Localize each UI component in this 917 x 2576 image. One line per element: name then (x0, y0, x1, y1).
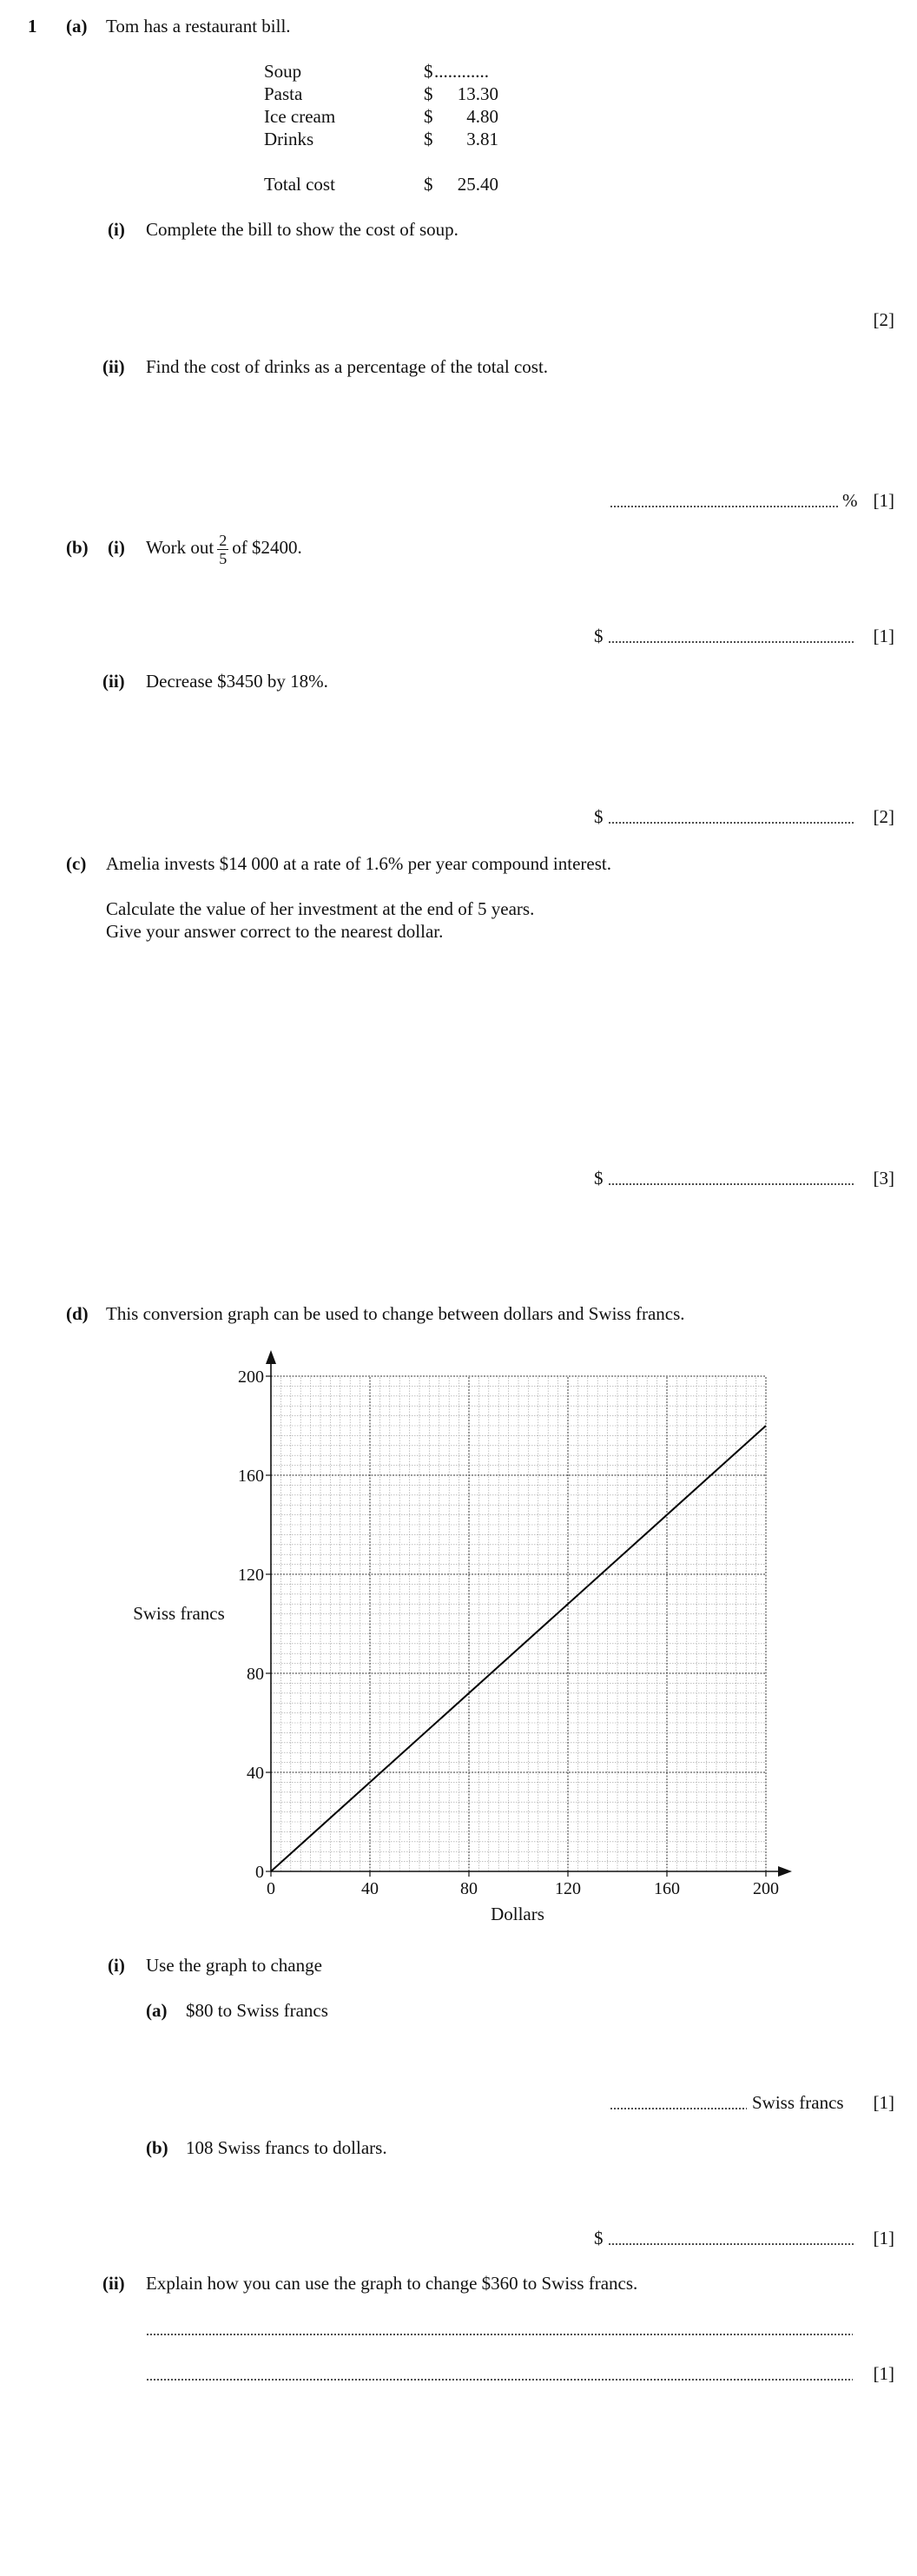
explanation-line-1[interactable] (146, 2334, 853, 2335)
bill-total-currency: $ (424, 174, 433, 195)
bill-item-value: 13.30 (457, 83, 498, 104)
part-a-ii-text: Find the cost of drinks as a percentage of the total cost. (146, 356, 549, 377)
part-a-intro: Tom has a restaurant bill. (106, 16, 291, 36)
dollar-prefix: $ (594, 806, 604, 827)
swiss-francs-unit: Swiss francs (752, 2092, 844, 2113)
part-d-i-b-text: 108 Swiss francs to dollars. (186, 2137, 387, 2158)
part-d-i-a-label: (a) (146, 2000, 168, 2021)
answer-line-percentage[interactable] (610, 506, 839, 507)
part-c-marks: [3] (873, 1168, 894, 1189)
question-number: 1 (28, 16, 37, 36)
answer-line-b-i[interactable] (608, 641, 854, 643)
x-axis-label: Dollars (491, 1904, 544, 1924)
explanation-line-2[interactable] (146, 2379, 853, 2381)
dollar-prefix: $ (594, 2228, 604, 2248)
y-tick-label: 160 (238, 1467, 264, 1486)
minor-grid (271, 1376, 766, 1871)
part-d-i-b-label: (b) (146, 2137, 168, 2158)
part-d-label: (d) (66, 1303, 89, 1324)
part-d-i-b-marks: [1] (873, 2228, 894, 2248)
part-b-i-label: (i) (108, 537, 125, 558)
part-b-ii-label: (ii) (102, 671, 125, 692)
bill-item-value: 3.81 (466, 129, 498, 149)
part-a-ii-marks: [1] (873, 490, 894, 511)
bill-total-label: Total cost (264, 174, 335, 195)
part-b-i-text-after: of $2400. (232, 537, 302, 558)
dollar-prefix: $ (594, 1168, 604, 1189)
answer-line-d-i-a[interactable] (610, 2108, 747, 2109)
y-tick-label: 80 (247, 1665, 264, 1684)
y-axis-label: Swiss francs (133, 1603, 225, 1624)
x-tick-label: 200 (753, 1879, 779, 1898)
bill-item-currency: $ (424, 83, 433, 104)
axes (266, 1350, 792, 1877)
part-d-intro: This conversion graph can be used to change between dollars and Swiss francs. (106, 1303, 685, 1324)
part-a-i-text: Complete the bill to show the cost of soup. (146, 219, 458, 240)
part-a-i-marks: [2] (873, 309, 894, 330)
part-c-label: (c) (66, 853, 87, 874)
x-tick-label: 0 (267, 1879, 275, 1898)
part-c-line-1: Amelia invests $14 000 at a rate of 1.6% per year compound interest. (106, 853, 611, 874)
conversion-graph (0, 1329, 917, 1937)
fraction-denominator: 5 (219, 549, 228, 567)
y-axis-arrow-icon (266, 1350, 276, 1364)
fraction (217, 533, 228, 566)
part-c-line-3: Give your answer correct to the nearest dollar. (106, 921, 444, 942)
answer-line-c[interactable] (608, 1183, 854, 1185)
bill-total-value: 25.40 (457, 174, 498, 195)
part-b-i-marks: [1] (873, 626, 894, 646)
x-tick-label: 40 (361, 1879, 379, 1898)
x-axis-arrow-icon (778, 1866, 792, 1877)
bill-item-value: 4.80 (466, 106, 498, 127)
bill-item-currency: $ (424, 61, 433, 82)
part-d-i-text: Use the graph to change (146, 1955, 322, 1976)
x-tick-label: 160 (654, 1879, 680, 1898)
percent-unit: % (842, 490, 858, 511)
x-tick-label: 80 (460, 1879, 478, 1898)
part-a-ii-label: (ii) (102, 356, 125, 377)
bill-item-name: Pasta (264, 83, 303, 104)
part-b-i-question (146, 528, 302, 566)
part-d-ii-label: (ii) (102, 2273, 125, 2294)
bill-item-currency: $ (424, 106, 433, 127)
part-a-label: (a) (66, 16, 88, 36)
part-d-ii-marks: [1] (873, 2363, 894, 2384)
part-c-line-2: Calculate the value of her investment at the end of 5 years. (106, 898, 535, 919)
bill-item-name: Drinks (264, 129, 314, 149)
part-d-i-a-marks: [1] (873, 2092, 894, 2113)
y-tick-label: 120 (238, 1566, 264, 1585)
dollar-prefix: $ (594, 626, 604, 646)
answer-line-b-ii[interactable] (608, 822, 854, 824)
part-d-ii-text: Explain how you can use the graph to change $360 to Swiss francs. (146, 2273, 638, 2294)
fraction-numerator: 2 (219, 531, 228, 549)
bill-item-name: Ice cream (264, 106, 336, 127)
part-b-label: (b) (66, 537, 89, 558)
part-b-i-text-before: Work out (146, 537, 214, 558)
y-tick-label: 40 (247, 1764, 264, 1783)
y-tick-label: 0 (255, 1863, 264, 1882)
x-tick-label: 120 (555, 1879, 581, 1898)
part-b-ii-text: Decrease $3450 by 18%. (146, 671, 328, 692)
bill-item-currency: $ (424, 129, 433, 149)
y-tick-label: 200 (238, 1367, 264, 1387)
soup-cost-blank[interactable]: ............ (434, 61, 489, 82)
answer-line-d-i-b[interactable] (608, 2243, 854, 2245)
part-d-i-a-text: $80 to Swiss francs (186, 2000, 328, 2021)
part-a-i-label: (i) (108, 219, 125, 240)
part-b-ii-marks: [2] (873, 806, 894, 827)
part-d-i-label: (i) (108, 1955, 125, 1976)
bill-item-name: Soup (264, 61, 302, 82)
